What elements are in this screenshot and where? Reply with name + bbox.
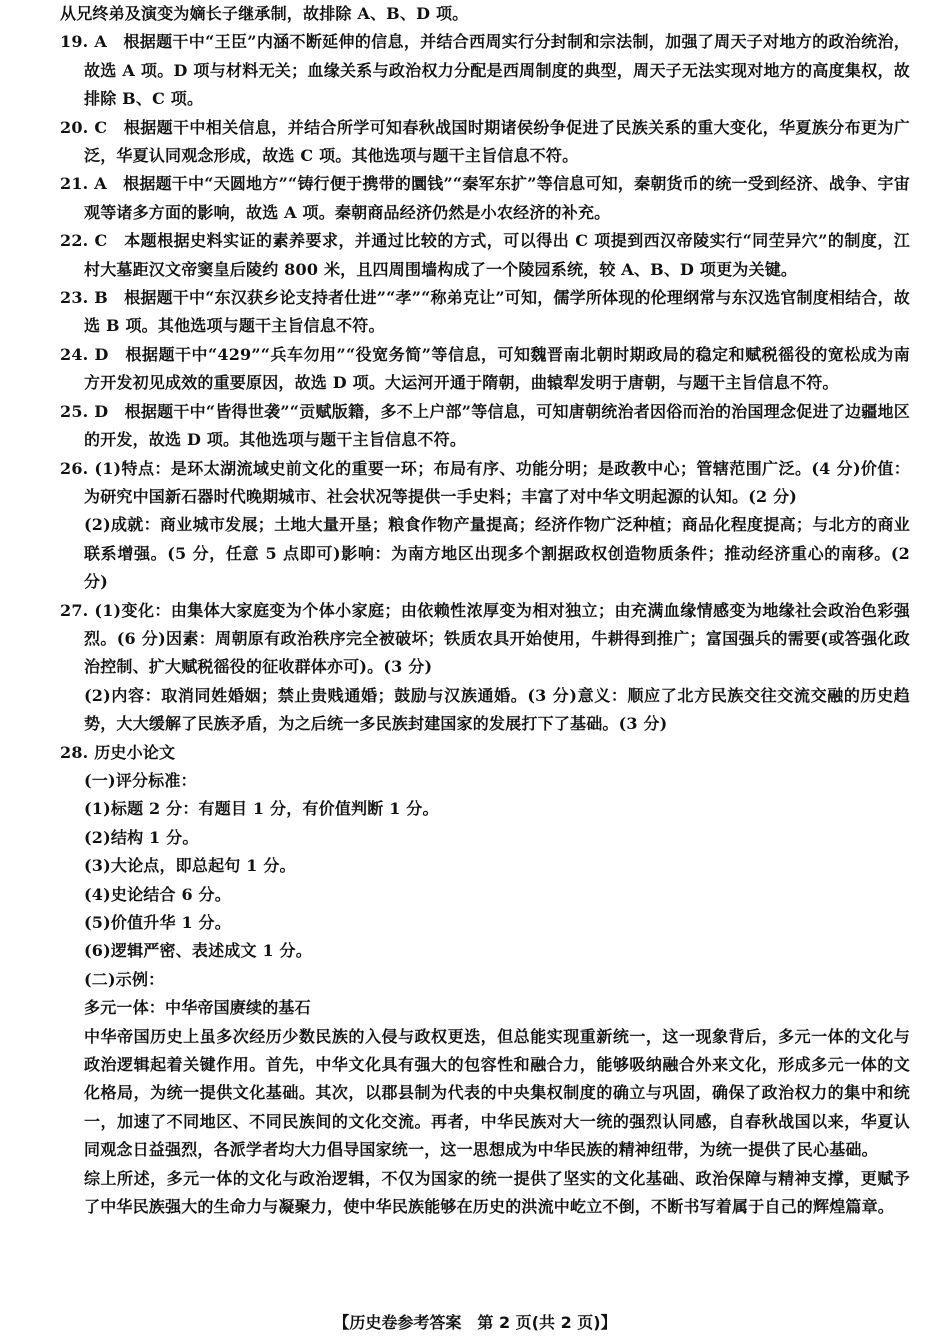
- answer-27-part1: 27. (1)变化：由集体大家庭变为个体小家庭；由依赖性浓厚变为相对独立；由充满血缘情感变为地缘社会政治色彩强烈。(6 分)因素：周朝原有政治秩序完全被破坏；铁质农具开始使用，牛耕得到推广；富国强兵的需要(或答强化政治控制、扩大赋税徭役的征收群体亦可)。(3 分): [60, 600, 910, 677]
- answer-27-part2: (2)内容：取消同姓婚姻；禁止贵贱通婚；鼓励与汉族通婚。(3 分)意义：顺应了北方民族交往交流交融的历史趋势，大大缓解了民族矛盾，为之后统一多民族封建国家的发展打下了基础。(3 分): [84, 685, 910, 734]
- criteria-item: (2)结构 1 分。: [84, 827, 199, 847]
- essay-paragraph: 综上所述，多元一体的文化与政治逻辑，不仅为国家的统一提供了坚实的文化基础、政治保障与精神支撑，更赋予了中华民族强大的生命力与凝聚力，使中华民族能够在历史的洪流中屹立不倒，不断书写着属于自己的辉煌篇章。: [84, 1168, 910, 1217]
- answer-24: 24. D 根据题干中“429”“兵车勿用”“役宽务简”等信息，可知魏晋南北朝时期政局的稳定和赋税徭役的宽松成为南方开发初见成效的重要原因，故选 D 项。大运河开通于隋朝，曲辕犁发明于唐朝，与题干主旨信息不符。: [60, 344, 910, 393]
- essay-title: 多元一体：中华帝国赓续的基石: [84, 998, 311, 1018]
- essay-paragraph: 中华帝国历史上虽多次经历少数民族的入侵与政权更迭，但总能实现重新统一，这一现象背后，多元一体的文化与政治逻辑起着关键作用。首先，中华文化具有强大的包容性和融合力，能够吸纳融合外来文化，形成多元一体的文化格局，为统一提供文化基础。其次，以郡县制为代表的中央集权制度的确立与巩固，确保了政治权力的集中和统一，加速了不同地区、不同民族间的文化交流。再者，中华民族对大一统的强烈认同感，自春秋战国以来，华夏认同观念日益强烈，各派学者均大力倡导国家统一，这一思想成为中华民族的精神纽带，为统一提供了民心基础。: [84, 1026, 910, 1160]
- answer-19: 19. A 根据题干中“王臣”内涵不断延伸的信息，并结合西周实行分封制和宗法制，加强了周天子对地方的政治统治，故选 A 项。D 项与材料无关；血缘关系与政治权力分配是西周制度的典型，周天子无法实现对地方的高度集权，故排除 B、C 项。: [60, 32, 910, 109]
- criteria-item: (3)大论点，即总起句 1 分。: [84, 856, 296, 876]
- criteria-item: (4)史论结合 6 分。: [84, 884, 231, 904]
- criteria-item: (5)价值升华 1 分。: [84, 913, 231, 932]
- answer-22: 22. C 本题根据史料实证的素养要求，并通过比较的方式，可以得出 C 项提到西汉帝陵实行“同茔异穴”的制度，江村大墓距汉文帝窦皇后陵约 800 米，且四周围墙构成了一个陵园系统，较 A、B、D 项更为关键。: [60, 231, 910, 279]
- criteria-item: (6)逻辑严密、表述成文 1 分。: [84, 941, 312, 961]
- answer-26-part2: (2)成就：商业城市发展；土地大量开垦；粮食作物产量提高；经济作物广泛种植；商品化程度提高；与北方的商业联系增强。(5 分，任意 5 点即可)影响：为南方地区出现多个割据政权创造物质条件；推动经济重心的南移。(2 分): [84, 515, 910, 592]
- answer-content: [60, 0, 910, 1221]
- answer-26-part1: 26. (1)特点：是环太湖流域史前文化的重要一环；布局有序、功能分明；是政教中心；管辖范围广泛。(4 分)价值：为研究中国新石器时代晚期城市、社会状况等提供一手史料；丰富了对中华文明起源的认知。(2 分): [60, 458, 910, 506]
- section-heading: (一)评分标准：: [84, 770, 197, 790]
- text-line: 从兄终弟及演变为嫡长子继承制，故排除 A、B、D 项。: [60, 4, 469, 23]
- section-heading: (二)示例：: [84, 969, 165, 989]
- answer-28-heading: 28. 历史小论文: [60, 742, 176, 762]
- answer-23: 23. B 根据题干中“东汉获乡论支持者仕进”“孝”“称弟克让”可知，儒学所体现的伦理纲常与东汉选官制度相结合，故选 B 项。其他选项与题干主旨信息不符。: [60, 288, 910, 336]
- answer-25: 25. D 根据题干中“皆得世袭”“贡赋版籍，多不上户部”等信息，可知唐朝统治者因俗而治的治国理念促进了边疆地区的开发，故选 D 项。其他选项与题干主旨信息不符。: [60, 401, 910, 450]
- answer-21: 21. A 根据题干中“天圆地方”“铸行便于携带的圜钱”“秦军东扩”等信息可知，秦朝货币的统一受到经济、战争、宇宙观等诸多方面的影响，故选 A 项。秦朝商品经济仍然是小农经济的补充。: [60, 174, 910, 222]
- page-footer: 【历史卷参考答案 第 2 页(共 2 页)】: [333, 1313, 617, 1332]
- criteria-item: (1)标题 2 分：有题目 1 分，有价值判断 1 分。: [84, 799, 439, 819]
- answer-20: 20. C 根据题干中相关信息，并结合所学可知春秋战国时期诸侯纷争促进了民族关系的重大变化，华夏族分布更为广泛，华夏认同观念形成，故选 C 项。其他选项与题干主旨信息不符。: [60, 117, 910, 166]
